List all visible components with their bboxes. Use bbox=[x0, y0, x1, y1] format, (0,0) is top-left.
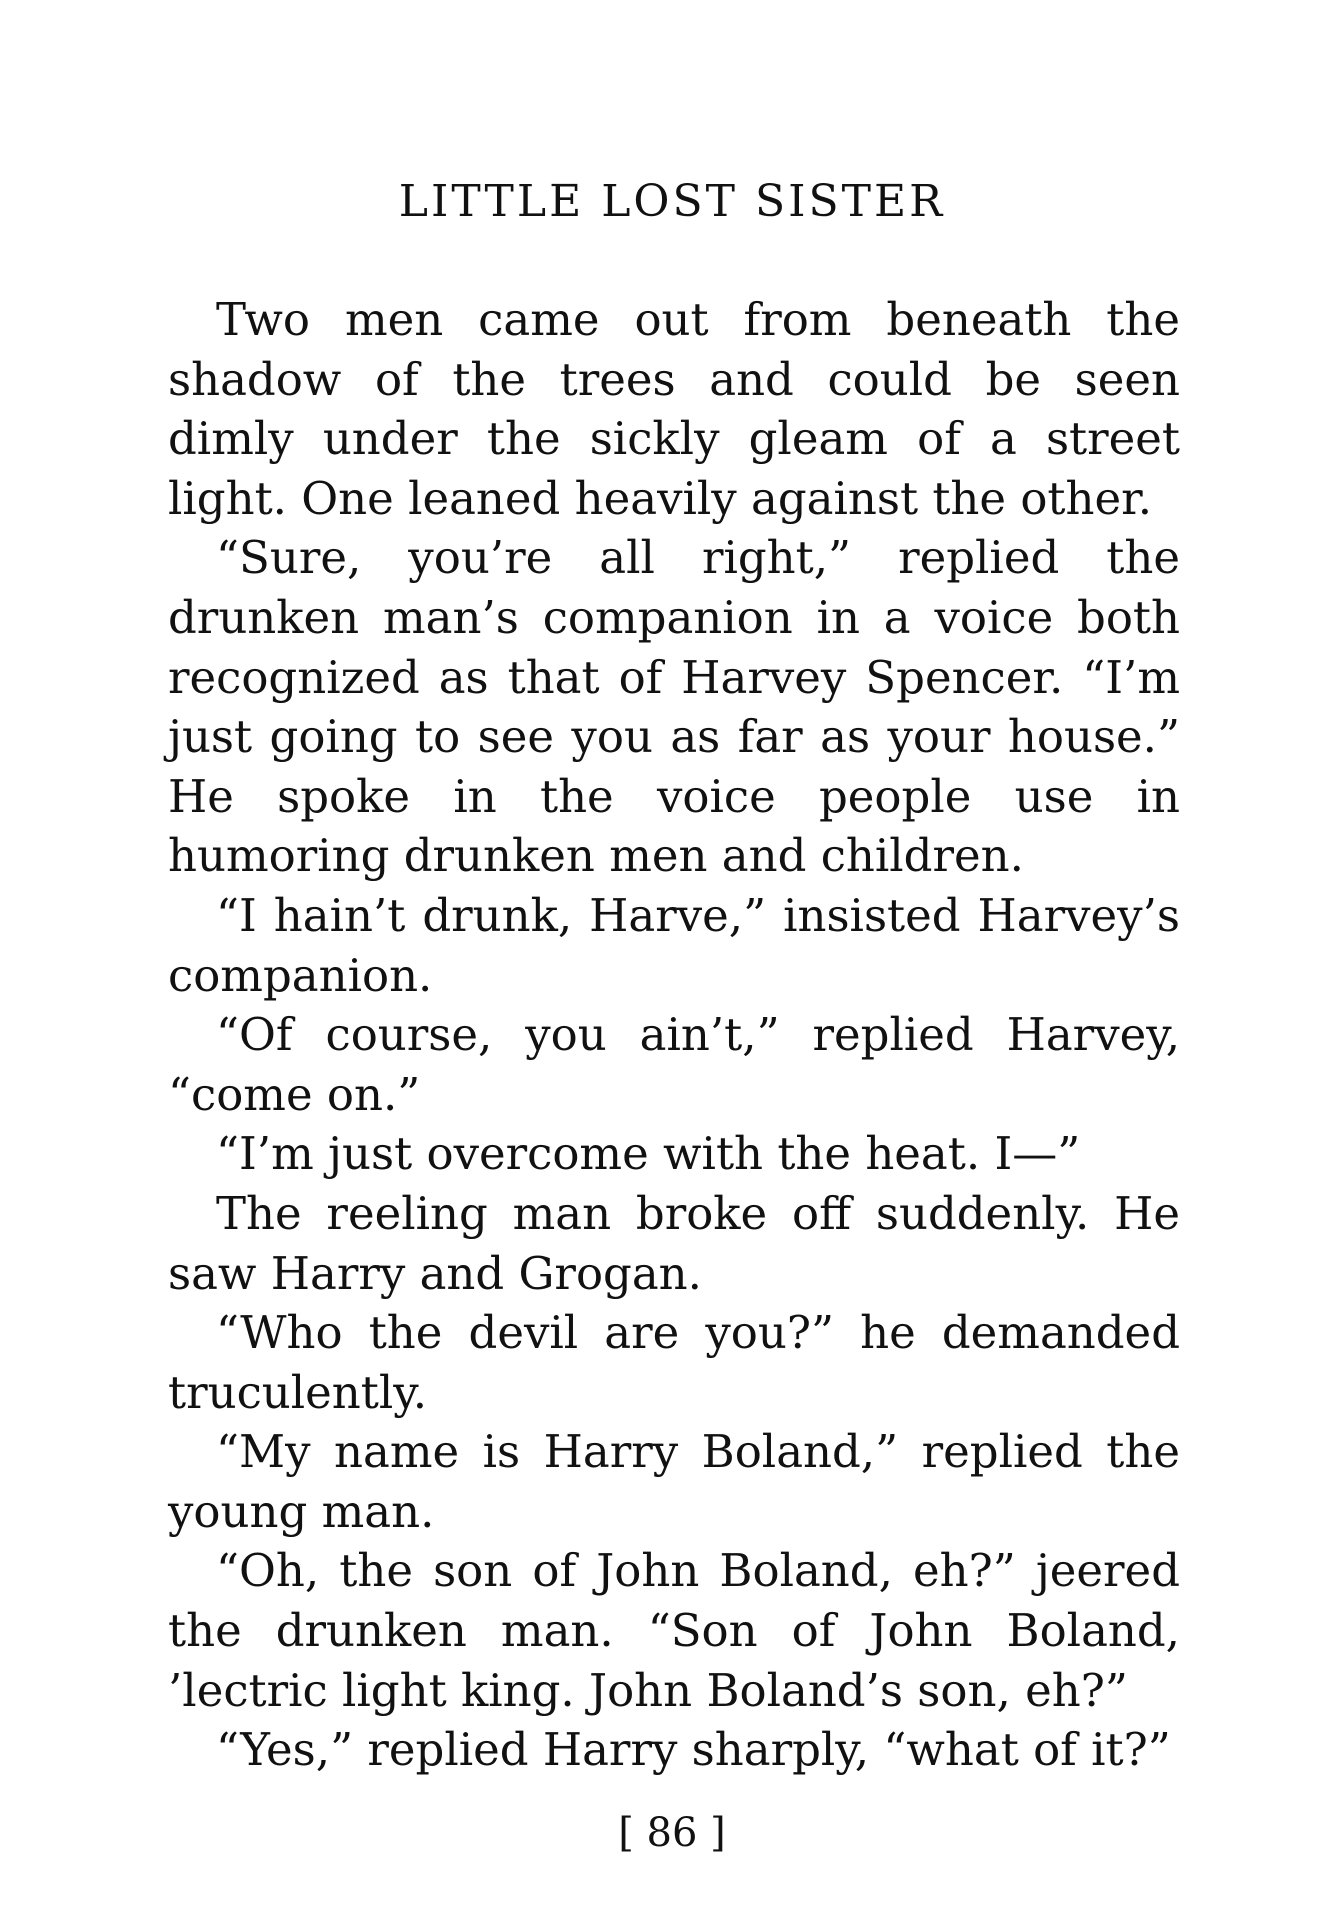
paragraph: “My name is Harry Boland,” replied the young man. bbox=[168, 1425, 1180, 1538]
paragraph: “Of course, you ain’t,” replied Harvey, “come on.” bbox=[168, 1008, 1180, 1121]
paragraph: “Oh, the son of John Boland, eh?” jeered the drunken man. “Son of John Boland, ’lectric light king. John Boland’s son, eh?” bbox=[168, 1544, 1180, 1717]
paragraph: “Who the devil are you?” he demanded truculently. bbox=[168, 1306, 1180, 1419]
paragraph: “Sure, you’re all right,” replied the drunken man’s companion in a voice both recognized as that of Harvey Spencer. “I’m just going to see you as far as your house.” He spoke in the voice people use in humoring drunken men and children. bbox=[168, 531, 1180, 883]
running-head: LITTLE LOST SISTER bbox=[398, 176, 946, 227]
paragraph: “Yes,” replied Harry sharply, “what of it?” bbox=[216, 1723, 1171, 1777]
body-text bbox=[168, 290, 1180, 1780]
paragraph: “I’m just overcome with the heat. I—” bbox=[216, 1127, 1081, 1181]
paragraph: “I hain’t drunk, Harve,” insisted Harvey’s companion. bbox=[168, 888, 1180, 1002]
paragraph: The reeling man broke off suddenly. He saw Harry and Grogan. bbox=[168, 1186, 1180, 1300]
paragraph: Two men came out from beneath the shadow of the trees and could be seen dimly under the sickly gleam of a street light. One leaned heavily against the other. bbox=[168, 293, 1180, 525]
page-number: [ 86 ] bbox=[618, 1810, 726, 1856]
